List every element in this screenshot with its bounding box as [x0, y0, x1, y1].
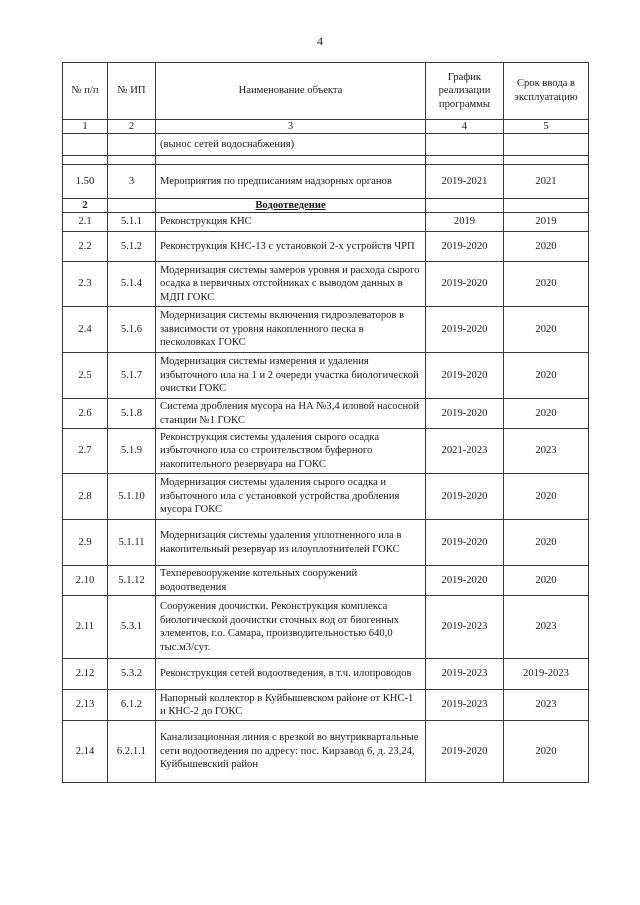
row-number-cell: 2.2 — [63, 232, 108, 262]
ip-number-cell: 5.1.11 — [108, 520, 156, 566]
ip-number-cell: 3 — [108, 165, 156, 199]
header-ip-number: № ИП — [108, 63, 156, 120]
object-name-cell: Реконструкция КНС-13 с установкой 2-х устройств ЧРП — [156, 232, 426, 262]
row-number-cell: 2.1 — [63, 213, 108, 232]
ip-number-cell: 6.1.2 — [108, 690, 156, 721]
table-row — [63, 520, 589, 566]
schedule-cell: 2019-2021 — [426, 165, 504, 199]
commissioning-cell: 2019 — [504, 213, 589, 232]
schedule-cell: 2019-2020 — [426, 232, 504, 262]
object-name-cell: Напорный коллектор в Куйбышевском районе от КНС-1 и КНС-2 до ГОКС — [156, 690, 426, 721]
commissioning-cell: 2020 — [504, 721, 589, 783]
schedule-cell: 2019-2020 — [426, 721, 504, 783]
commissioning-cell — [504, 199, 589, 213]
ip-number-cell: 6.2.1.1 — [108, 721, 156, 783]
column-number: 3 — [156, 120, 426, 134]
table-header-row — [63, 63, 589, 120]
table-row — [63, 156, 589, 165]
table-row — [63, 232, 589, 262]
schedule-cell: 2019-2020 — [426, 566, 504, 596]
schedule-cell: 2019-2020 — [426, 353, 504, 399]
commissioning-cell: 2020 — [504, 262, 589, 307]
row-number-cell — [63, 156, 108, 165]
schedule-cell: 2019-2020 — [426, 474, 504, 520]
object-name-cell: Мероприятия по предписаниям надзорных органов — [156, 165, 426, 199]
row-number-cell: 2.14 — [63, 721, 108, 783]
ip-number-cell — [108, 156, 156, 165]
commissioning-cell: 2020 — [504, 353, 589, 399]
object-name-cell: Реконструкция сетей водоотведения, в т.ч. илопроводов — [156, 659, 426, 690]
row-number-cell: 2.12 — [63, 659, 108, 690]
table-row — [63, 134, 589, 156]
row-number-cell: 2.6 — [63, 399, 108, 429]
object-name-cell: Техперевооружение котельных сооружений водоотведения — [156, 566, 426, 596]
schedule-cell: 2019-2023 — [426, 690, 504, 721]
column-number-row — [63, 120, 589, 134]
commissioning-cell: 2020 — [504, 307, 589, 353]
table-row — [63, 474, 589, 520]
table-row — [63, 213, 589, 232]
ip-number-cell: 5.1.10 — [108, 474, 156, 520]
row-number-cell: 2.5 — [63, 353, 108, 399]
table-row — [63, 566, 589, 596]
schedule-cell: 2019 — [426, 213, 504, 232]
commissioning-cell: 2020 — [504, 566, 589, 596]
row-number-cell: 2.4 — [63, 307, 108, 353]
commissioning-cell: 2019-2023 — [504, 659, 589, 690]
ip-number-cell: 5.1.7 — [108, 353, 156, 399]
object-name-cell: (вынос сетей водоснабжения) — [156, 134, 426, 156]
table-row — [63, 399, 589, 429]
table-row — [63, 721, 589, 783]
ip-number-cell — [108, 199, 156, 213]
object-name-cell: Реконструкция системы удаления сырого осадка избыточного ила со строительством буферного накопительного резервуара на ГОКС — [156, 429, 426, 474]
object-name-cell — [156, 156, 426, 165]
row-number-cell — [63, 134, 108, 156]
ip-number-cell: 5.1.9 — [108, 429, 156, 474]
table-body — [63, 134, 589, 783]
schedule-cell: 2019-2020 — [426, 520, 504, 566]
schedule-cell: 2021-2023 — [426, 429, 504, 474]
commissioning-cell: 2023 — [504, 596, 589, 659]
ip-number-cell: 5.1.6 — [108, 307, 156, 353]
table-row — [63, 165, 589, 199]
row-number-cell: 2.11 — [63, 596, 108, 659]
commissioning-cell: 2020 — [504, 474, 589, 520]
header-number: № п/п — [63, 63, 108, 120]
commissioning-cell — [504, 156, 589, 165]
section-row — [63, 199, 589, 213]
object-name-cell: Реконструкция КНС — [156, 213, 426, 232]
row-number-cell: 2.3 — [63, 262, 108, 307]
column-number: 4 — [426, 120, 504, 134]
object-name-cell: Модернизация системы удаления уплотненного ила в накопительный резервуар из илоуплотнителей ГОКС — [156, 520, 426, 566]
investment-program-table — [62, 62, 589, 783]
schedule-cell: 2019-2020 — [426, 307, 504, 353]
header-schedule: График реализации программы — [426, 63, 504, 120]
commissioning-cell — [504, 134, 589, 156]
page-number: 4 — [317, 34, 323, 48]
ip-number-cell: 5.1.1 — [108, 213, 156, 232]
object-name-cell: Модернизация системы замеров уровня и расхода сырого осадка в первичных отстойниках с выводом данных в МДП ГОКС — [156, 262, 426, 307]
schedule-cell — [426, 199, 504, 213]
object-name-cell: Система дробления мусора на НА №3,4 иловой насосной станции №1 ГОКС — [156, 399, 426, 429]
commissioning-cell: 2020 — [504, 232, 589, 262]
schedule-cell: 2019-2020 — [426, 399, 504, 429]
table-row — [63, 690, 589, 721]
ip-number-cell: 5.1.4 — [108, 262, 156, 307]
commissioning-cell: 2023 — [504, 690, 589, 721]
commissioning-cell: 2020 — [504, 399, 589, 429]
row-number-cell: 2.13 — [63, 690, 108, 721]
object-name-cell: Модернизация системы удаления сырого осадка и избыточного ила с установкой устройства дробления мусора ГОКС — [156, 474, 426, 520]
ip-number-cell — [108, 134, 156, 156]
commissioning-cell: 2023 — [504, 429, 589, 474]
column-number: 2 — [108, 120, 156, 134]
commissioning-cell: 2020 — [504, 520, 589, 566]
schedule-cell: 2019-2020 — [426, 262, 504, 307]
column-number: 5 — [504, 120, 589, 134]
row-number-cell: 2.9 — [63, 520, 108, 566]
header-object-name: Наименование объекта — [156, 63, 426, 120]
schedule-cell: 2019-2023 — [426, 659, 504, 690]
row-number-cell: 2 — [63, 199, 108, 213]
ip-number-cell: 5.3.1 — [108, 596, 156, 659]
column-number: 1 — [63, 120, 108, 134]
commissioning-cell: 2021 — [504, 165, 589, 199]
object-name-cell: Модернизация системы включения гидроэлеваторов в зависимости от уровня накопленного песка в песколовках ГОКС — [156, 307, 426, 353]
table-row — [63, 596, 589, 659]
row-number-cell: 1.50 — [63, 165, 108, 199]
ip-number-cell: 5.1.8 — [108, 399, 156, 429]
object-name-cell: Канализационная линия с врезкой во внутриквартальные сети водоотведения по адресу: пос. Кирзавод 6, д. 23,24, Куйбышевский район — [156, 721, 426, 783]
row-number-cell: 2.7 — [63, 429, 108, 474]
row-number-cell: 2.8 — [63, 474, 108, 520]
schedule-cell — [426, 156, 504, 165]
schedule-cell — [426, 134, 504, 156]
ip-number-cell: 5.1.2 — [108, 232, 156, 262]
table-row — [63, 429, 589, 474]
object-name-cell: Водоотведение — [156, 199, 426, 213]
schedule-cell: 2019-2023 — [426, 596, 504, 659]
table-row — [63, 307, 589, 353]
object-name-cell: Сооружения доочистки. Реконструкция комплекса биологической доочистки сточных вод от биогенных элементов, г.о. Самара, производительностью 640,0 тыс.м3/сут. — [156, 596, 426, 659]
ip-number-cell: 5.3.2 — [108, 659, 156, 690]
ip-number-cell: 5.1.12 — [108, 566, 156, 596]
table-row — [63, 353, 589, 399]
object-name-cell: Модернизация системы измерения и удаления избыточного ила на 1 и 2 очереди участка биологической очистки ГОКС — [156, 353, 426, 399]
header-commissioning: Срок ввода в эксплуатацию — [504, 63, 589, 120]
table-row — [63, 659, 589, 690]
table-row — [63, 262, 589, 307]
row-number-cell: 2.10 — [63, 566, 108, 596]
